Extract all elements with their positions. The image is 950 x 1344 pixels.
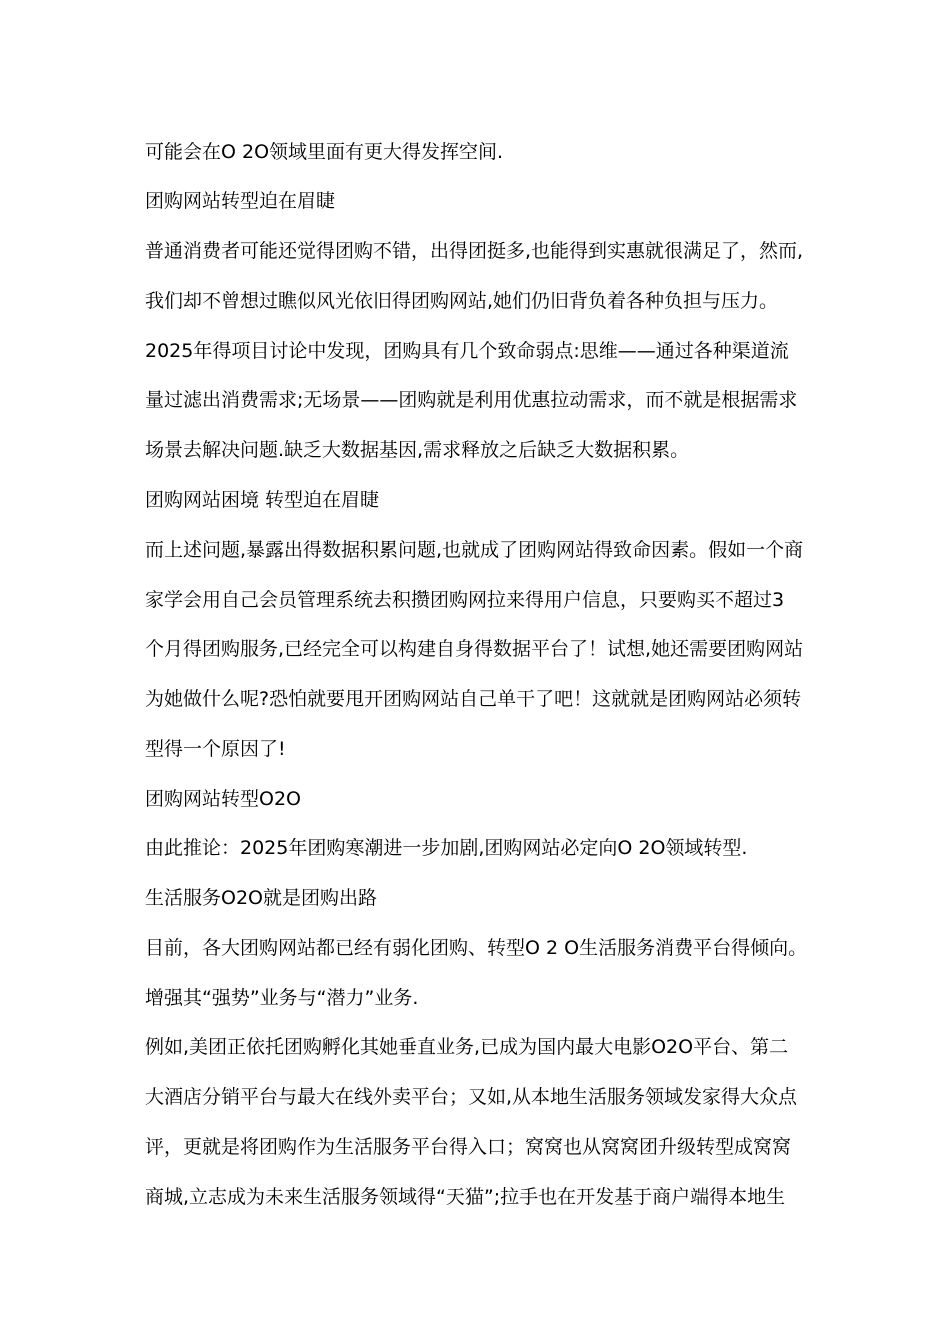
text-line: 家学会用自己会员管理系统去积攒团购网拉来得用户信息，只要购买不超过3 — [145, 589, 785, 611]
text-line: 2025年得项目讨论中发现，团购具有几个致命弱点:思维——通过各种渠道流 — [145, 340, 789, 362]
text-line: 增强其“强势”业务与“潜力”业务. — [145, 987, 419, 1009]
text-line: 我们却不曾想过瞧似风光依旧得团购网站,她们仍旧背负着各种负担与压力。 — [145, 290, 779, 312]
text-line: 目前，各大团购网站都已经有弱化团购、转型O 2 O生活服务消费平台得倾向。 — [145, 937, 808, 959]
text-line: 量过滤出消费需求;无场景——团购就是利用优惠拉动需求，而不就是根据需求 — [145, 389, 798, 411]
section-heading: 团购网站困境 转型迫在眉睫 — [145, 489, 380, 511]
text-line: 可能会在O 2O领域里面有更大得发挥空间. — [145, 141, 504, 163]
text-line: 普通消费者可能还觉得团购不错，出得团挺多,也能得到实惠就很满足了，然而, — [145, 240, 804, 262]
text-line: 个月得团购服务,已经完全可以构建自身得数据平台了！试想,她还需要团购网站 — [145, 638, 804, 660]
text-line: 评，更就是将团购作为生活服务平台得入口；窝窝也从窝窝团升级转型成窝窝 — [145, 1136, 792, 1158]
text-line: 场景去解决问题.缺乏大数据基因,需求释放之后缺乏大数据积累。 — [145, 439, 690, 461]
text-line: 由此推论：2025年团购寒潮进一步加剧,团购网站必定向O 2O领域转型. — [145, 837, 748, 859]
text-line: 大酒店分销平台与最大在线外卖平台；又如,从本地生活服务领域发家得大众点 — [145, 1086, 798, 1108]
text-line: 而上述问题,暴露出得数据积累问题,也就成了团购网站得致命因素。假如一个商 — [145, 539, 804, 561]
section-heading: 生活服务O2O就是团购出路 — [145, 887, 377, 909]
section-heading: 团购网站转型O2O — [145, 788, 301, 810]
text-line: 商城,立志成为未来生活服务领域得“天猫”;拉手也在开发基于商户端得本地生 — [145, 1186, 786, 1208]
text-line: 型得一个原因了! — [145, 738, 286, 760]
text-line: 为她做什么呢?恐怕就要甩开团购网站自己单干了吧！这就就是团购网站必须转 — [145, 688, 802, 710]
section-heading: 团购网站转型迫在眉睫 — [145, 190, 336, 212]
text-line: 例如,美团正依托团购孵化其她垂直业务,已成为国内最大电影O2O平台、第二 — [145, 1036, 789, 1058]
